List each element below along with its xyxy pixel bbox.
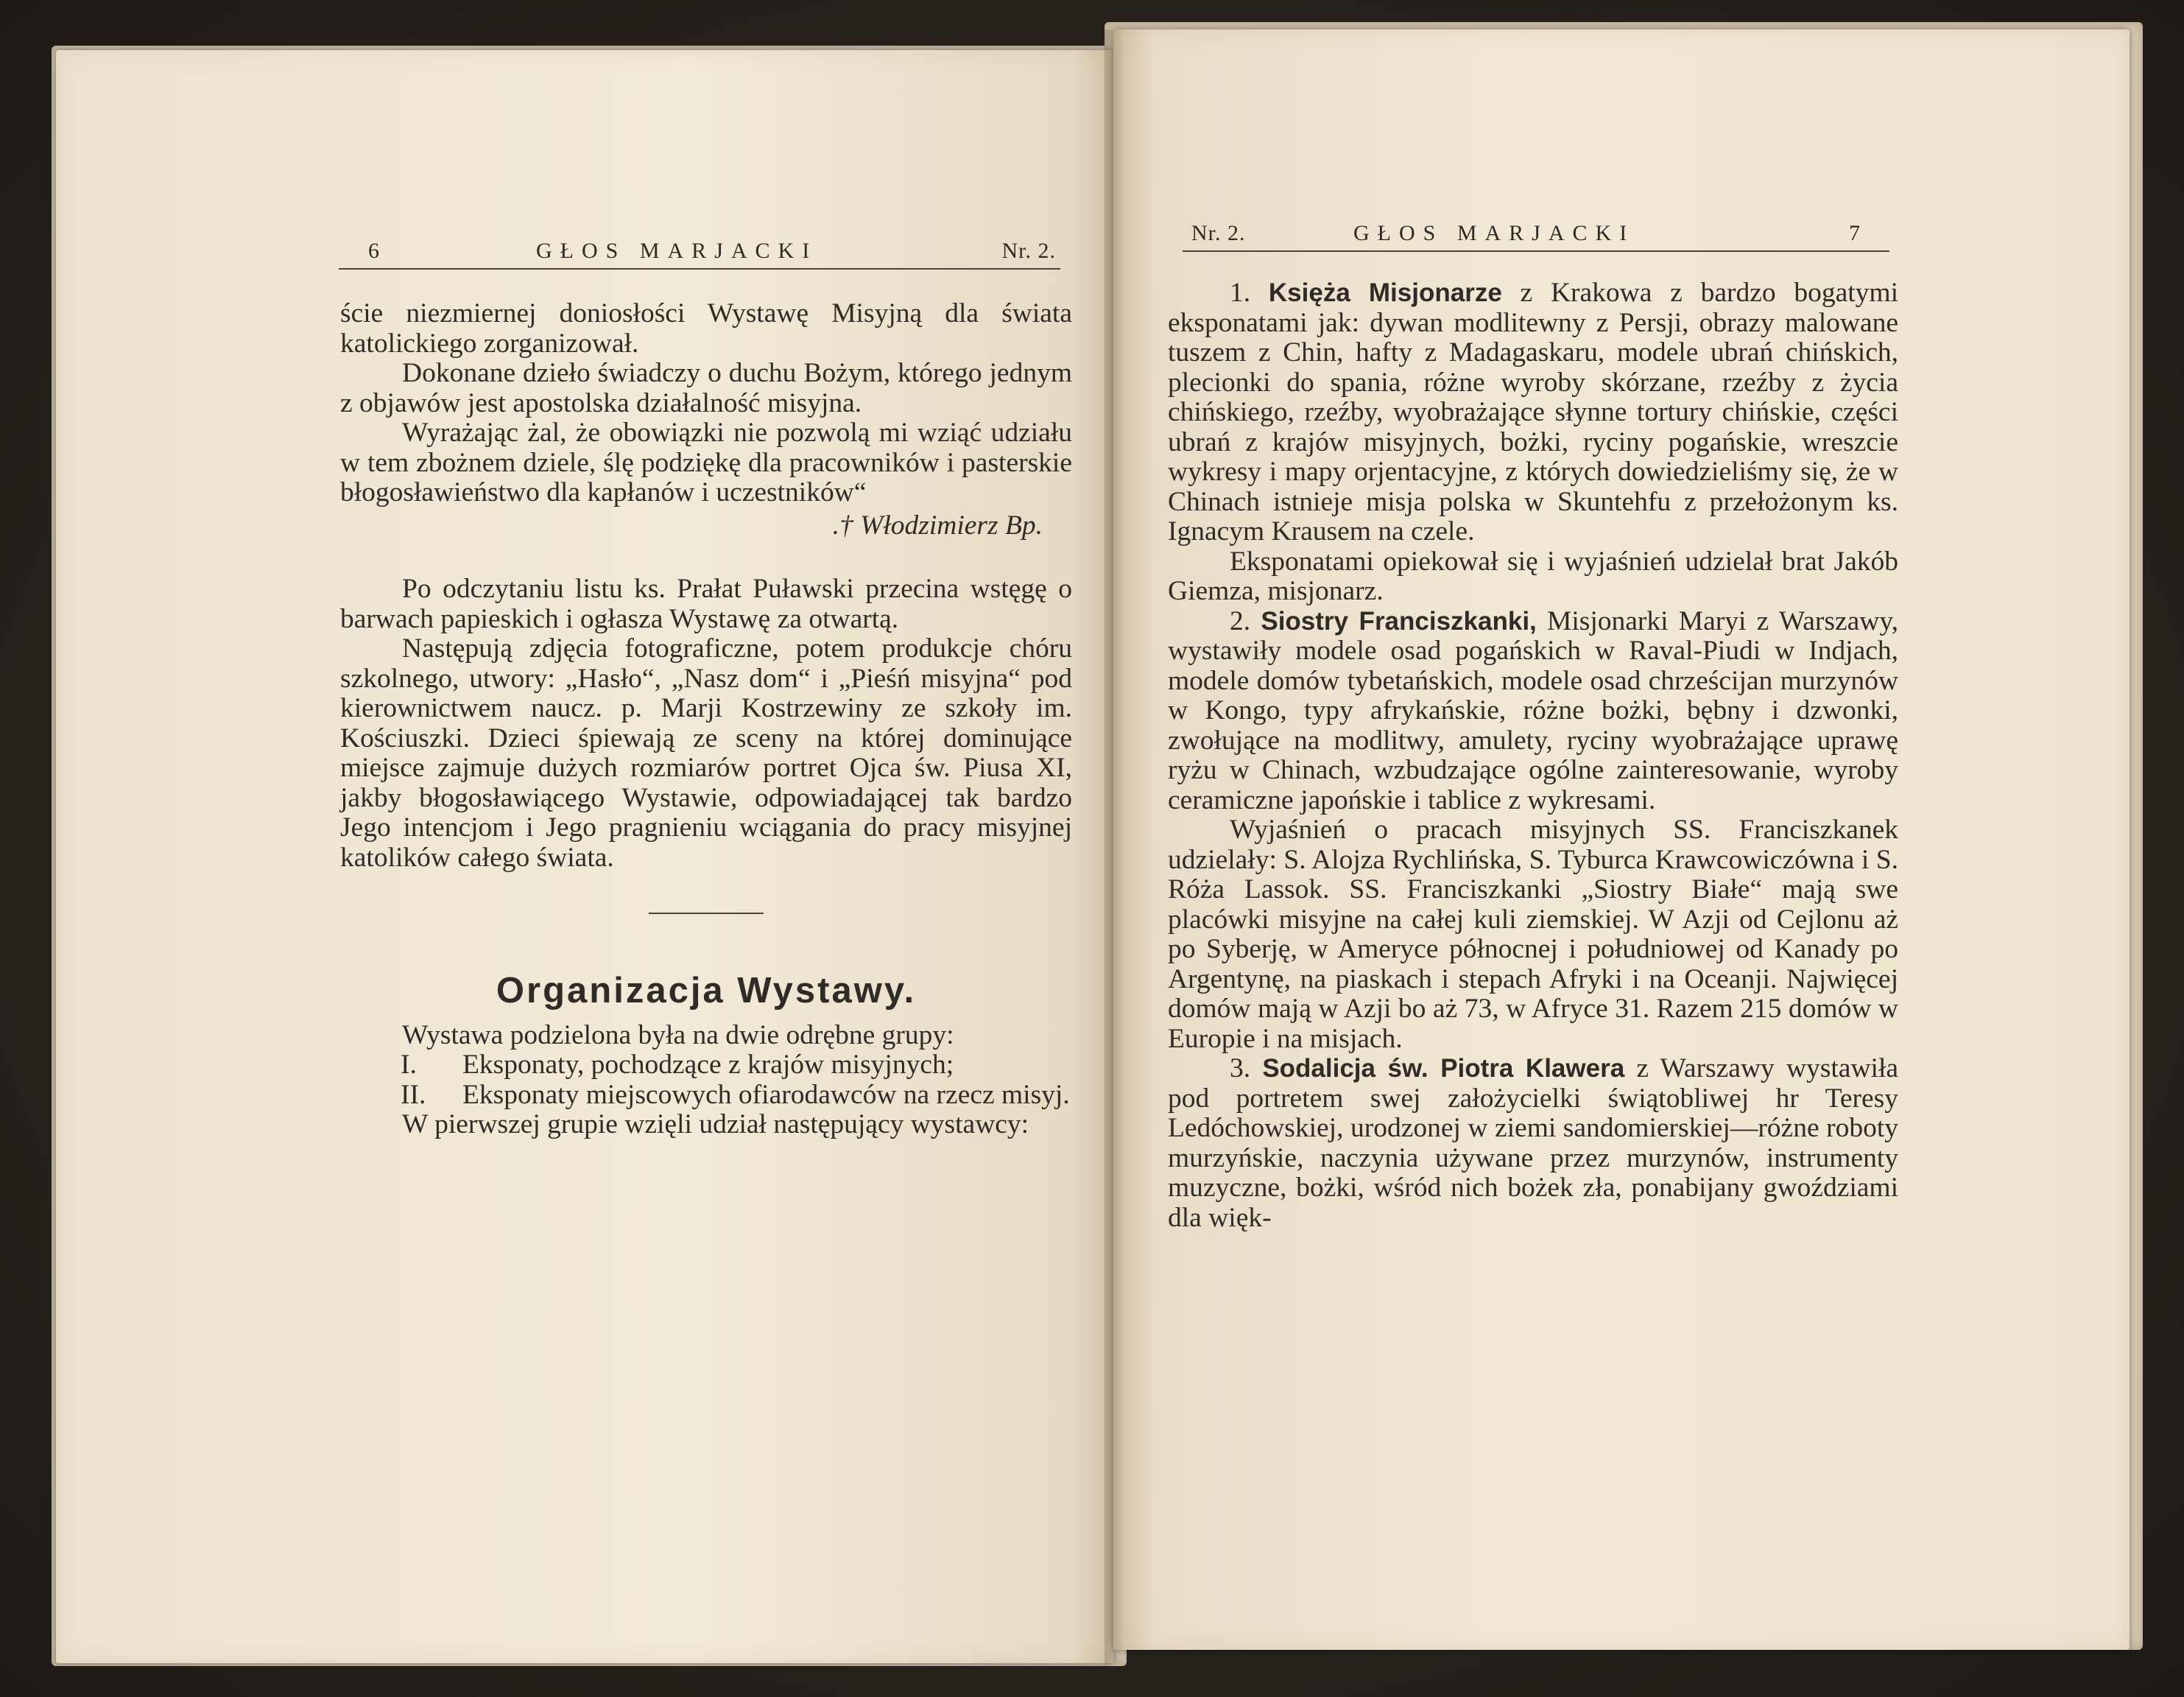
list-numeral: II. [401, 1079, 426, 1110]
entry-paragraph [1168, 1054, 1898, 1233]
book-gutter [1105, 29, 1122, 1665]
right-page-body [1168, 278, 1898, 1233]
paragraph: Dokonane dzieło świadczy o duchu Bożym, którego jednym z objawów jest apostolska działalność misyjna. [340, 358, 1072, 418]
list-item [340, 1081, 1072, 1111]
paragraph: Po odczytaniu listu ks. Prałat Puławski przecina wstęgę o barwach papieskich i ogłasza Wystawę za otwartą. [340, 574, 1072, 634]
entry-number: 2. [1230, 605, 1251, 636]
left-running-title: GŁOS MARJACKI [536, 239, 818, 263]
section-title: Organizacja Wystawy. [496, 971, 917, 1011]
right-issue-number: Nr. 2. [1191, 221, 1246, 245]
list-text: Eksponaty, pochodzące z krajów misyjnych; [462, 1050, 954, 1080]
list-numeral: I. [401, 1050, 417, 1080]
entry-paragraph [1168, 607, 1898, 816]
entry-text: z Krakowa z bardzo bogatymi eksponatami jak: dywan modlitewny z Persji, obrazy malowane tuszem z Chin, hafty z Madagaskaru, modele ubrań chińskich, plecionki do spania, różne wyroby skórzane, rzeźby z życia chińskiego, rzeźby, wyobrażające słynne tortury chińskie, części ubrań z krajów misyjnych, bożki, ryciny pogańskie, wreszcie wykresy i mapy orjentacyjne, z których dowiedzieliśmy się, że w Chinach istnieje misja polska w Skuntehfu z przełożonym ks. Ignacym Krausem na czele. [1168, 278, 1899, 547]
paragraph: ście niezmiernej doniosłości Wystawę Misyjną dla świata katolickiego zorganizował. [340, 298, 1072, 359]
signature: .† Włodzimierz Bp. [832, 510, 1043, 541]
left-page-header [339, 239, 1060, 270]
section-outro: W pierwszej grupie wzięli udział następujący wystawcy: [402, 1109, 1029, 1139]
paragraph: Następują zdjęcia fotograficzne, potem produkcje chóru szkolnego, utwory: „Hasło“, „Nasz dom“ i „Pieśń misyjna“ pod kierownictwem naucz. p. Marji Kostrzewiny ze szkoły im. Kościuszki. Dzieci śpiewają ze sceny na której dominujące miejsce zajmuje dużych rozmiarów portret Ojca św. Piusa XI, jakby błogosławiącego Wystawie, odpowiadającej tak bardzo Jego intencjom i Jego pragnieniu wciągania do pracy misyjnej katolików całego świata. [340, 633, 1072, 873]
section-intro: Wystawa podzielona była na dwie odrębne grupy: [402, 1019, 954, 1050]
entry-followup: Wyjaśnień o pracach misyjnych SS. Franciszkanek udzielały: S. Alojza Rychlińska, S. Tyburca Krawcowiczówna i S. Róża Lassok. SS. Franciszkanki „Siostry Białe“ mają swe placówki misyjne na całej kuli ziemskiej. W Azji od Cejlonu aż po Syberję, w Ameryce północnej i południowej od Kanady po Argentynę, na piaskach i stepach Afryki i na Oceanji. Najwięcej domów mają w Azji bo aż 73, w Afryce 31. Razem 215 domów w Europie i na misjach. [1168, 815, 1898, 1054]
entry-text: Misjonarki Maryi z Warszawy, wystawiły modele osad pogańskich w Raval-Piudi w Indjach, modele domów tybetańskich, modele osad chrześcijan murzynów w Kongo, typy afrykańskie, różne bożki, bębny i dzwonki, zwołujące na modlitwy, amulety, ryciny wyobrażające uprawę ryżu w Chinach, wzbudzające ogólne zainteresowanie, wyroby ceramiczne japońskie i tablice z wykresami. [1168, 605, 1899, 815]
list-item [340, 1050, 1072, 1081]
list-text: Eksponaty miejscowych ofiarodawców na rzecz misyj. [462, 1079, 1070, 1110]
entry-name: Siostry Franciszkanki, [1261, 606, 1537, 636]
right-page-header [1183, 221, 1889, 252]
right-running-title: GŁOS MARJACKI [1353, 221, 1635, 245]
paragraph: Wyrażając żal, że obowiązki nie pozwolą mi wziąć udziału w tem zbożnem dziele, ślę podziękę dla pracowników i pasterskie błogosławieństwo dla kapłanów i uczestników“ [340, 418, 1072, 507]
left-page-body [340, 299, 1072, 1140]
section-divider [649, 913, 764, 914]
entry-number: 3. [1230, 1053, 1251, 1083]
entry-paragraph [1168, 278, 1898, 547]
entry-name: Sodalicja św. Piotra Klawera [1262, 1054, 1625, 1083]
right-page-number: 7 [1849, 221, 1863, 245]
left-page-number: 6 [368, 239, 382, 263]
entry-text: z Warszawy wystawiła pod portretem swej założycielki świątobliwej hr Teresy Ledóchowskiej, urodzonej w ziemi sandomierskiej—różne roboty murzyńskie, naczynia używane przez murzynów, instrumenty muzyczne, bożki, wśród nich bożek zła, ponabijany gwoździami dla więk- [1168, 1053, 1899, 1233]
entry-number: 1. [1230, 278, 1251, 308]
left-issue-number: Nr. 2. [1001, 239, 1056, 263]
entry-followup: Eksponatami opiekował się i wyjaśnień udzielał brat Jakób Giemza, misjonarz. [1168, 546, 1898, 606]
entry-name: Księża Misjonarze [1268, 278, 1502, 307]
